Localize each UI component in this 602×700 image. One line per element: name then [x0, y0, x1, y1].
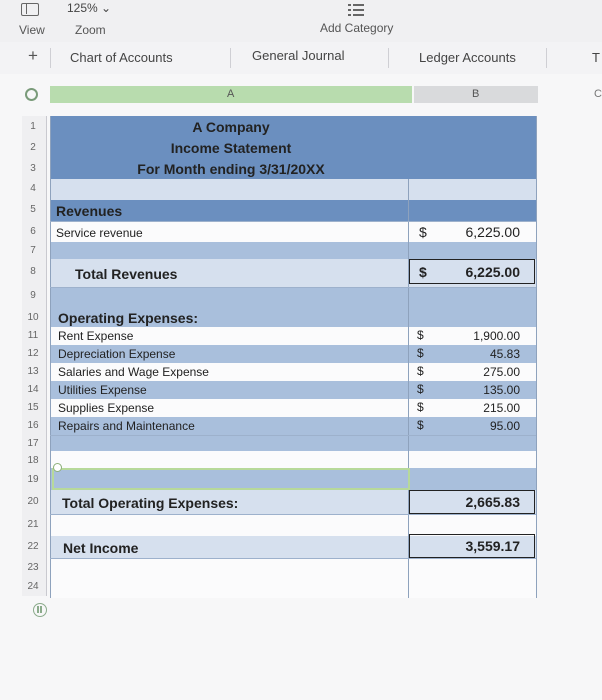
expense-currency[interactable]: $ — [417, 364, 424, 378]
expense-label[interactable]: Salaries and Wage Expense — [58, 365, 209, 379]
row-number[interactable]: 16 — [22, 420, 44, 431]
zoom-label[interactable]: Zoom — [75, 23, 106, 37]
row-number[interactable]: 4 — [22, 183, 44, 194]
row-number[interactable]: 21 — [22, 519, 44, 530]
total-operating-expenses-amount[interactable]: 2,665.83 — [465, 494, 520, 510]
statement-period[interactable]: For Month ending 3/31/20XX — [137, 161, 325, 177]
row-9-band — [50, 287, 536, 307]
rows-23-24 — [50, 558, 536, 598]
total-revenues-label[interactable]: Total Revenues — [75, 266, 178, 282]
row-number[interactable]: 5 — [22, 204, 44, 215]
revenues-title[interactable]: Revenues — [56, 203, 123, 219]
row-number[interactable]: 19 — [22, 474, 44, 485]
grid-column-divider — [536, 116, 537, 598]
add-sheet-button[interactable]: + — [28, 46, 38, 65]
selected-cell-a19[interactable] — [52, 468, 410, 490]
statement-title[interactable]: Income Statement — [170, 140, 292, 156]
expense-label[interactable]: Rent Expense — [58, 329, 134, 343]
row-number[interactable]: 23 — [22, 562, 44, 573]
tab-divider — [546, 48, 547, 68]
expense-amount[interactable]: 215.00 — [483, 401, 520, 415]
total-revenues-amount[interactable]: 6,225.00 — [465, 264, 520, 280]
select-all-button[interactable] — [25, 88, 38, 101]
sidebar-icon[interactable] — [21, 3, 39, 16]
expense-amount[interactable]: 275.00 — [483, 365, 520, 379]
grid-column-divider — [50, 116, 51, 598]
column-header-b-label: B — [472, 88, 480, 100]
tab-divider — [50, 48, 51, 68]
row-18-band — [50, 451, 536, 468]
column-header-a-label: A — [227, 88, 235, 100]
row-number[interactable]: 9 — [22, 290, 44, 301]
list-icon[interactable] — [348, 3, 364, 17]
column-header-c-label: C — [594, 88, 602, 100]
tab-ledger-accounts[interactable]: Ledger Accounts — [419, 50, 516, 65]
expense-currency[interactable]: $ — [417, 418, 424, 432]
grid-row-divider — [50, 514, 536, 515]
view-label[interactable]: View — [19, 23, 45, 37]
row-number[interactable]: 24 — [22, 581, 44, 592]
expense-label[interactable]: Supplies Expense — [58, 401, 155, 415]
row-number[interactable]: 13 — [22, 366, 44, 377]
tab-chart-of-accounts[interactable]: Chart of Accounts — [70, 50, 173, 65]
expense-label[interactable]: Depreciation Expense — [58, 347, 176, 361]
service-revenue-amount[interactable]: 6,225.00 — [465, 224, 520, 240]
net-income-amount[interactable]: 3,559.17 — [465, 538, 520, 554]
row-number[interactable]: 6 — [22, 226, 44, 237]
zoom-value-select[interactable]: 125% ⌄ — [67, 1, 112, 15]
expense-amount[interactable]: 95.00 — [489, 419, 520, 433]
net-income-label[interactable]: Net Income — [63, 540, 139, 556]
tab-partial[interactable]: T — [592, 50, 600, 65]
row-number[interactable]: 20 — [22, 496, 44, 507]
row-number[interactable]: 10 — [22, 312, 44, 323]
operating-expenses-title[interactable]: Operating Expenses: — [58, 310, 199, 326]
expense-currency[interactable]: $ — [417, 382, 424, 396]
tab-general-journal[interactable]: General Journal — [252, 48, 345, 63]
service-revenue-label[interactable]: Service revenue — [56, 226, 143, 240]
row-number[interactable]: 3 — [22, 163, 44, 174]
tab-divider — [230, 48, 231, 68]
expense-currency[interactable]: $ — [417, 346, 424, 360]
company-name[interactable]: A Company — [192, 119, 270, 135]
service-revenue-currency[interactable]: $ — [419, 224, 427, 240]
row-21-band — [50, 514, 536, 536]
tab-divider — [388, 48, 389, 68]
row-number[interactable]: 7 — [22, 245, 44, 256]
row-number[interactable]: 2 — [22, 142, 44, 153]
row-17-band — [50, 435, 536, 451]
total-operating-expenses-label[interactable]: Total Operating Expenses: — [62, 495, 239, 511]
row-number[interactable]: 14 — [22, 384, 44, 395]
row-number[interactable]: 15 — [22, 402, 44, 413]
cell-selection-handle[interactable] — [53, 463, 62, 472]
grid-row-divider — [50, 558, 536, 559]
expense-amount[interactable]: 1,900.00 — [473, 329, 520, 343]
row-number[interactable]: 22 — [22, 541, 44, 552]
expense-amount[interactable]: 45.83 — [489, 347, 520, 361]
expense-label[interactable]: Repairs and Maintenance — [58, 419, 195, 433]
row-number[interactable]: 18 — [22, 455, 44, 466]
row-number[interactable]: 11 — [22, 330, 44, 341]
pause-icon[interactable] — [33, 603, 47, 617]
row-number[interactable]: 17 — [22, 438, 44, 449]
row-number[interactable]: 1 — [22, 121, 44, 132]
row-5-band — [50, 200, 536, 221]
row-number[interactable]: 8 — [22, 266, 44, 277]
grid-row-divider — [50, 221, 536, 222]
row-number[interactable]: 12 — [22, 348, 44, 359]
expense-label[interactable]: Utilities Expense — [58, 383, 147, 397]
add-category-label[interactable]: Add Category — [320, 21, 394, 35]
grid-row-divider — [50, 435, 536, 436]
expense-currency[interactable]: $ — [417, 328, 424, 342]
expense-currency[interactable]: $ — [417, 400, 424, 414]
row-7-band — [50, 242, 536, 259]
row-4-band — [50, 179, 536, 200]
total-revenues-currency[interactable]: $ — [419, 264, 427, 280]
expense-amount[interactable]: 135.00 — [483, 383, 520, 397]
grid-row-divider — [50, 287, 536, 288]
